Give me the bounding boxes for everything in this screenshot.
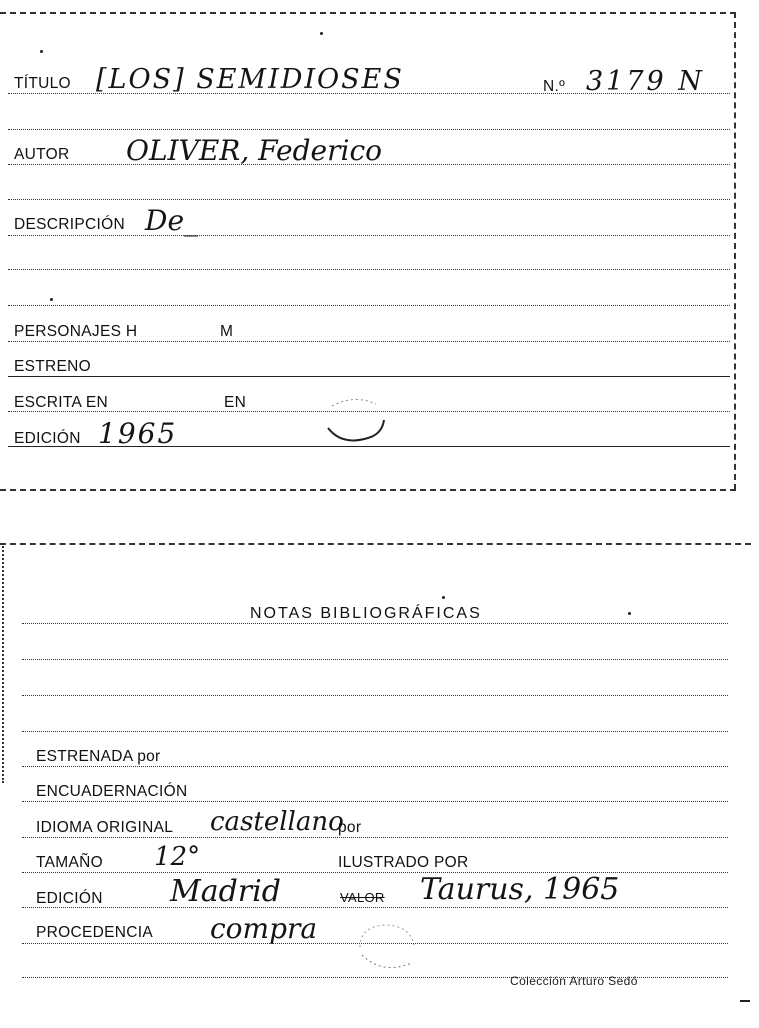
notas-line-3 xyxy=(22,695,728,696)
card-bottom-edge xyxy=(0,489,736,491)
card-left-edge xyxy=(2,543,4,783)
estreno-line xyxy=(8,376,730,377)
titulo-line xyxy=(8,93,730,94)
numero-label: N.º xyxy=(543,78,566,95)
idioma-line xyxy=(22,837,728,838)
personajes-label: PERSONAJES H xyxy=(14,323,138,340)
blank-line-2 xyxy=(8,199,730,200)
idioma-value: castellano xyxy=(210,807,344,837)
blank-line-1 xyxy=(8,129,730,130)
valor-value: Taurus, 1965 xyxy=(420,872,620,907)
scan-speck xyxy=(40,50,43,53)
autor-line xyxy=(8,164,730,165)
numero-value: 3179 N xyxy=(586,66,705,97)
card-right-edge xyxy=(734,12,736,490)
card-top-edge xyxy=(0,12,736,14)
personajes-m-label: M xyxy=(220,323,234,340)
personajes-line xyxy=(8,341,730,342)
coleccion-stamp: Colección Arturo Sedó xyxy=(510,974,638,988)
punch-hole-mark xyxy=(320,394,395,449)
blank-line-3 xyxy=(8,269,730,270)
autor-label: AUTOR xyxy=(14,146,70,163)
estreno-label: ESTRENO xyxy=(14,358,92,375)
notas-line-2 xyxy=(22,659,728,660)
escrita-label: ESCRITA EN xyxy=(14,394,109,411)
descripcion-line xyxy=(8,235,730,236)
edicion-line-back xyxy=(22,907,728,908)
catalog-card-front xyxy=(0,12,736,490)
descripcion-value: De_ xyxy=(145,204,199,237)
estrenada-label: ESTRENADA por xyxy=(36,748,161,765)
descripcion-label: DESCRIPCIÓN xyxy=(14,216,125,233)
idioma-label: IDIOMA ORIGINAL xyxy=(36,819,174,836)
edicion-label-back: EDICIÓN xyxy=(36,890,103,907)
notas-line-1 xyxy=(22,623,728,624)
scan-speck xyxy=(740,1000,750,1002)
card-top-edge xyxy=(0,543,751,545)
edicion-value-back: Madrid xyxy=(170,874,281,909)
punch-hole-mark xyxy=(354,921,424,977)
scan-speck xyxy=(320,32,323,35)
ilustrado-label: ILUSTRADO POR xyxy=(338,854,469,871)
procedencia-label: PROCEDENCIA xyxy=(36,924,153,941)
titulo-value: [LOS] SEMIDIOSES xyxy=(96,64,404,95)
idioma-por-label: por xyxy=(338,819,362,836)
escrita-en-label: EN xyxy=(224,394,247,411)
notas-line-4 xyxy=(22,731,728,732)
titulo-label: TÍTULO xyxy=(14,75,71,92)
procedencia-value: compra xyxy=(210,912,318,945)
edicion-value: 1965 xyxy=(98,417,178,450)
valor-label: VALOR xyxy=(340,890,385,905)
edicion-label: EDICIÓN xyxy=(14,430,81,447)
catalog-card-back xyxy=(14,543,751,988)
encuadernacion-label: ENCUADERNACIÓN xyxy=(36,783,188,800)
tamano-value: 12° xyxy=(154,842,201,872)
scan-speck xyxy=(442,596,445,599)
scan-speck xyxy=(628,612,631,615)
estrenada-line xyxy=(22,766,728,767)
tamano-label: TAMAÑO xyxy=(36,854,103,871)
autor-value: OLIVER, Federico xyxy=(126,134,382,167)
tamano-line xyxy=(22,872,728,873)
encuadernacion-line xyxy=(22,801,728,802)
notas-heading: NOTAS BIBLIOGRÁFICAS xyxy=(250,605,482,622)
blank-line-4 xyxy=(8,305,730,306)
scan-speck xyxy=(50,298,53,301)
